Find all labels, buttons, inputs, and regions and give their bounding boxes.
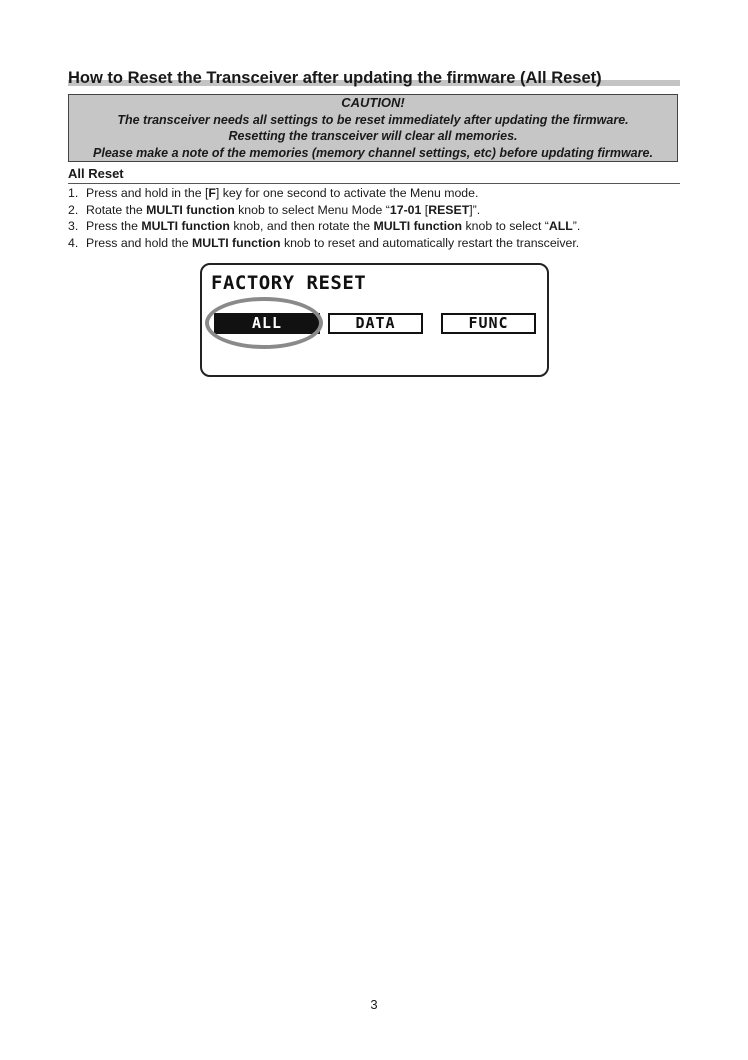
- caution-line: Please make a note of the memories (memory channel settings, etc) before updating firmware.: [93, 145, 653, 160]
- section-title: All Reset: [68, 166, 124, 181]
- list-item: 3. Press the MULTI function knob, and then rotate the MULTI function knob to select “ALL”.: [68, 219, 581, 233]
- page-title: How to Reset the Transceiver after updating the firmware (All Reset): [68, 69, 602, 87]
- caution-heading: CAUTION!: [341, 95, 405, 110]
- lcd-option-func: FUNC: [441, 313, 536, 334]
- lcd-option-data: DATA: [328, 313, 423, 334]
- caution-box: [68, 94, 678, 162]
- caution-line: The transceiver needs all settings to be reset immediately after updating the firmware.: [117, 112, 629, 127]
- lcd-display-illustration: [200, 263, 549, 377]
- section-divider: [68, 183, 680, 184]
- lcd-option-all: ALL: [214, 313, 320, 334]
- list-item: 4. Press and hold the MULTI function knob to reset and automatically restart the transceiver.: [68, 235, 580, 250]
- caution-line: Resetting the transceiver will clear all memories.: [228, 129, 518, 143]
- page-number: 3: [370, 997, 378, 1012]
- list-item: 1. Press and hold in the [F] key for one second to activate the Menu mode.: [68, 186, 479, 200]
- lcd-title: FACTORY RESET: [211, 272, 367, 294]
- selection-highlight-ellipse: [205, 297, 323, 349]
- list-item: 2. Rotate the MULTI function knob to select Menu Mode “17-01 [RESET]”.: [68, 202, 481, 217]
- steps-list: [68, 185, 680, 251]
